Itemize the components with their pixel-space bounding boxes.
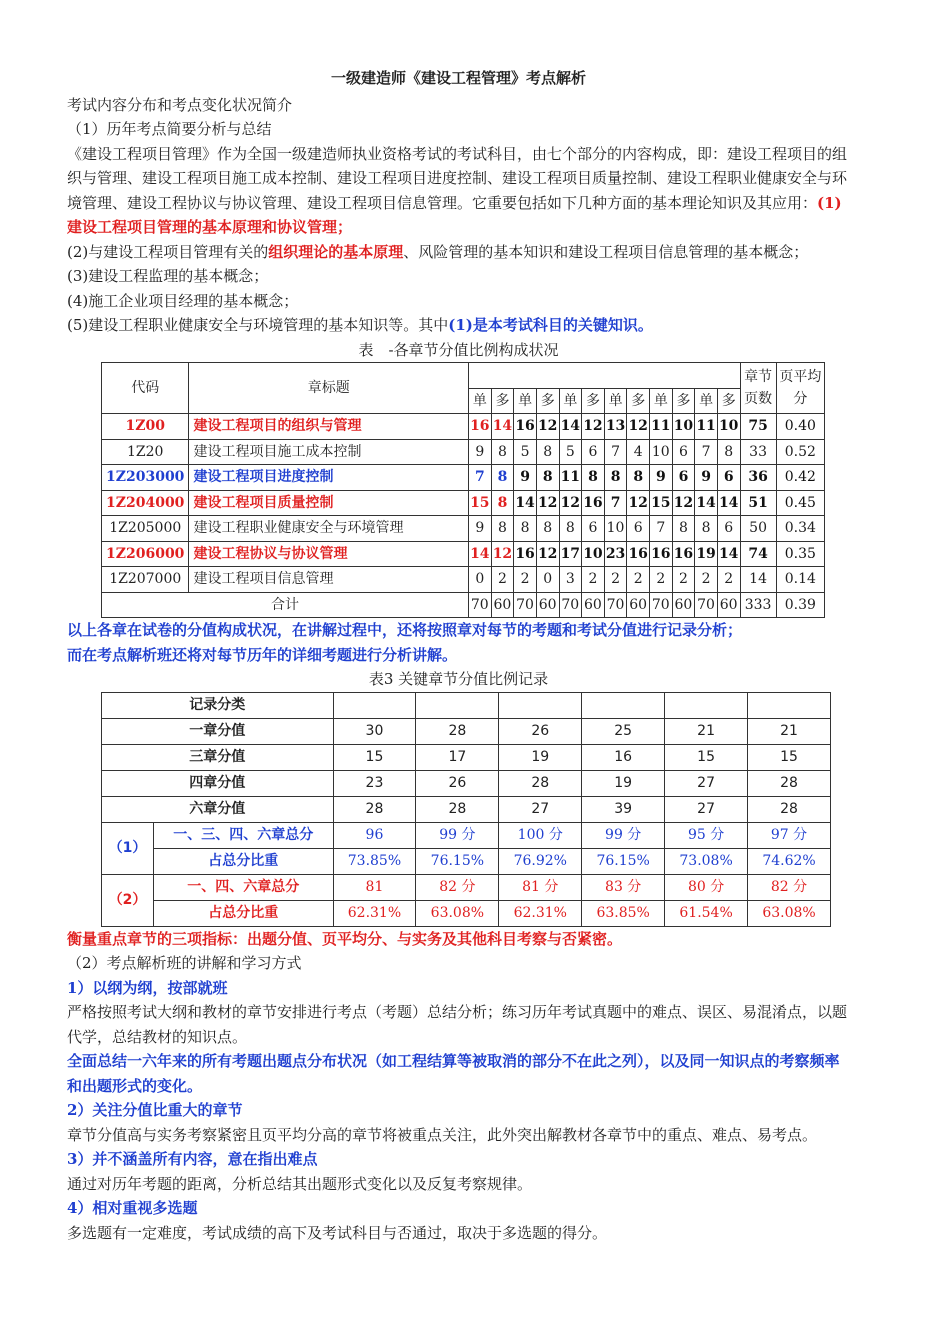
item-2-highlight: 组织理论的基本原理 — [268, 242, 404, 261]
table-row — [102, 567, 825, 593]
cell: 2 — [650, 567, 673, 593]
cell: 11 — [695, 414, 718, 440]
cell-avg: 0.35 — [776, 541, 824, 567]
cell: 14 — [717, 490, 740, 516]
section2-heading: （2）考点解析班的讲解和学习方式 — [67, 954, 302, 972]
table-row — [102, 414, 825, 440]
cell: 12 — [627, 414, 650, 440]
header-label: 记录分类 — [102, 692, 334, 718]
cell: 2 — [604, 567, 627, 593]
cell: 8 — [672, 516, 695, 542]
cell — [416, 692, 499, 718]
cell: 28 — [748, 770, 831, 796]
cell: 7 — [469, 465, 492, 491]
cell: 19 — [695, 541, 718, 567]
cell: 0 — [536, 567, 559, 593]
item-4: (4)施工企业项目经理的基本概念； — [67, 291, 299, 310]
cell: 12 — [672, 490, 695, 516]
row-code: 1Z207000 — [102, 567, 189, 593]
cell-pages: 333 — [740, 592, 776, 618]
header-multi: 多 — [582, 388, 605, 414]
cell: 14 — [469, 541, 492, 567]
cell: 16 — [650, 541, 673, 567]
cell: 99 分 — [582, 822, 665, 848]
paragraph-h1-highlight: 全面总结一六年来的所有考题出题点分布状况（如工程结算等被取消的部分不在此之列），以及同一知识点的考察频率和出题形式的变化。 — [67, 1052, 840, 1095]
cell-avg: 0.40 — [776, 414, 824, 440]
cell: 12 — [627, 490, 650, 516]
header-multi: 多 — [717, 388, 740, 414]
cell: 9 — [650, 465, 673, 491]
item-2 — [67, 240, 850, 265]
cell: 60 — [582, 592, 605, 618]
cell: 100 分 — [499, 822, 582, 848]
cell: 97 分 — [748, 822, 831, 848]
cell: 81 分 — [499, 874, 582, 900]
cell: 8 — [695, 516, 718, 542]
cell: 76.92% — [499, 848, 582, 874]
cell: 16 — [582, 490, 605, 516]
table-row — [102, 541, 825, 567]
heading-2: 2）关注分值比重大的章节 — [67, 1101, 243, 1119]
row-code: 1Z00 — [102, 414, 189, 440]
cell: 26 — [416, 770, 499, 796]
table-row — [102, 465, 825, 491]
cell: 0 — [469, 567, 492, 593]
cell: 12 — [559, 490, 582, 516]
item-5-highlight: (1)是本考试科目的关键知识。 — [448, 316, 653, 334]
key-chapter-table — [101, 692, 831, 927]
cell: 17 — [416, 744, 499, 770]
paragraph-h2: 章节分值高与实务考察紧密且页平均分高的章节将被重点关注，此外突出解教材各章节中的重点、难点、易考点。 — [67, 1125, 818, 1144]
table-row — [102, 718, 831, 744]
cell-avg: 0.14 — [776, 567, 824, 593]
cell: 10 — [650, 439, 673, 465]
cell: 83 分 — [582, 874, 665, 900]
group-tag: （2） — [102, 874, 154, 926]
heading-1: 1）以纲为纲，按部就班 — [67, 978, 228, 997]
cell: 15 — [650, 490, 673, 516]
cell: 76.15% — [582, 848, 665, 874]
cell: 73.08% — [665, 848, 748, 874]
cell: 6 — [627, 516, 650, 542]
paragraph-1-highlight: (1)建设工程项目管理的基本原理和协议管理； — [67, 193, 842, 236]
cell: 6 — [582, 516, 605, 542]
cell: 28 — [748, 796, 831, 822]
table-row — [102, 900, 831, 926]
header-single: 单 — [604, 388, 627, 414]
cell: 39 — [582, 796, 665, 822]
cell: 16 — [514, 414, 537, 440]
item-2-prefix: (2)与建设工程项目管理有关的 — [67, 242, 269, 261]
table-row — [102, 848, 831, 874]
cell: 4 — [627, 439, 650, 465]
cell-avg: 0.52 — [776, 439, 824, 465]
cell: 8 — [559, 516, 582, 542]
item-2-suffix: 、风险管理的基本知识和建设工程项目信息管理的基本概念； — [403, 242, 809, 261]
table1-caption: 表 -各章节分值比例构成状况 — [358, 340, 559, 359]
cell: 60 — [627, 592, 650, 618]
cell: 27 — [665, 770, 748, 796]
cell — [665, 692, 748, 718]
table-row — [102, 516, 825, 542]
note-1-line-1: 以上各章在试卷的分值构成状况，在讲解过程中，还将按照章对每节的考题和考试分值进行记录分析； — [67, 621, 743, 639]
row-label: 六章分值 — [102, 796, 334, 822]
table2-caption: 表3 关键章节分值比例记录 — [368, 670, 549, 688]
cell: 74.62% — [748, 848, 831, 874]
cell: 28 — [499, 770, 582, 796]
row-code: 1Z206000 — [102, 541, 189, 567]
cell: 61.54% — [665, 900, 748, 926]
cell: 8 — [491, 465, 514, 491]
cell-pages: 51 — [740, 490, 776, 516]
cell: 8 — [536, 439, 559, 465]
cell: 28 — [333, 796, 416, 822]
cell: 8 — [536, 465, 559, 491]
cell: 21 — [748, 718, 831, 744]
row-code: 1Z203000 — [102, 465, 189, 491]
row-code: 1Z20 — [102, 439, 189, 465]
cell: 16 — [672, 541, 695, 567]
item-3: (3)建设工程监理的基本概念； — [67, 267, 269, 285]
cell: 12 — [536, 414, 559, 440]
row-title: 建设工程项目信息管理 — [189, 567, 469, 593]
cell: 9 — [695, 465, 718, 491]
cell: 25 — [582, 718, 665, 744]
cell: 14 — [514, 490, 537, 516]
cell: 14 — [559, 414, 582, 440]
cell: 12 — [582, 414, 605, 440]
cell: 5 — [514, 439, 537, 465]
paragraph-h3: 通过对历年考题的距离，分析总结其出题形式变化以及反复考察规律。 — [67, 1174, 533, 1193]
table1-header-row — [102, 363, 825, 389]
header-multi: 多 — [536, 388, 559, 414]
heading-4: 4）相对重视多选题 — [67, 1199, 198, 1217]
cell: 6 — [717, 516, 740, 542]
row-title: 建设工程项目进度控制 — [189, 465, 469, 491]
cell: 19 — [499, 744, 582, 770]
table-row — [102, 822, 831, 848]
cell: 12 — [491, 541, 514, 567]
paragraph-1-text: 《建设工程项目管理》作为全国一级建造师执业资格考试的考试科目，由七个部分的内容构成，即：建设工程项目的组织与管理、建设工程项目施工成本控制、建设工程项目进度控制、建设工程项目质量控制、建设工程职业健康安全与环境管理、建设工程协议与协议管理、建设工程项目信息管理。它重要包括如下几种方面的基本理论知识及其应用： — [67, 144, 848, 212]
row-label: 占总分比重 — [153, 848, 333, 874]
cell: 5 — [559, 439, 582, 465]
cell: 63.85% — [582, 900, 665, 926]
cell: 28 — [416, 796, 499, 822]
row-code: 1Z204000 — [102, 490, 189, 516]
row-title: 建设工程项目的组织与管理 — [189, 414, 469, 440]
row-label: 一章分值 — [102, 718, 334, 744]
table-total-row — [102, 592, 825, 618]
cell: 8 — [491, 439, 514, 465]
cell-pages: 36 — [740, 465, 776, 491]
cell: 26 — [499, 718, 582, 744]
cell — [333, 692, 416, 718]
header-single: 单 — [469, 388, 492, 414]
note-2: 衡量重点章节的三项指标：出题分值、页平均分、与实务及其他科目考察与否紧密。 — [67, 929, 623, 948]
header-single: 单 — [650, 388, 673, 414]
cell: 60 — [717, 592, 740, 618]
header-single: 单 — [559, 388, 582, 414]
cell-pages: 75 — [740, 414, 776, 440]
cell-pages: 50 — [740, 516, 776, 542]
chapter-score-table — [101, 362, 825, 618]
cell: 12 — [536, 490, 559, 516]
cell: 8 — [491, 516, 514, 542]
header-multi: 多 — [491, 388, 514, 414]
cell: 10 — [604, 516, 627, 542]
cell: 96 — [333, 822, 416, 848]
cell: 3 — [559, 567, 582, 593]
cell: 8 — [491, 490, 514, 516]
cell: 10 — [582, 541, 605, 567]
cell: 27 — [665, 796, 748, 822]
heading-3: 3）并不涵盖所有内容，意在指出难点 — [67, 1150, 318, 1168]
header-years-blank — [469, 363, 741, 389]
cell: 2 — [672, 567, 695, 593]
cell: 2 — [695, 567, 718, 593]
cell: 15 — [469, 490, 492, 516]
row-title: 建设工程协议与协议管理 — [189, 541, 469, 567]
row-label: 一、三、四、六章总分 — [153, 822, 333, 848]
table2-header-row — [102, 692, 831, 718]
cell: 62.31% — [499, 900, 582, 926]
cell: 9 — [514, 465, 537, 491]
cell: 70 — [469, 592, 492, 618]
cell: 30 — [333, 718, 416, 744]
cell: 80 分 — [665, 874, 748, 900]
header-pages: 章节页数 — [740, 363, 776, 414]
cell: 76.15% — [416, 848, 499, 874]
cell: 9 — [469, 516, 492, 542]
cell: 70 — [650, 592, 673, 618]
header-code: 代码 — [102, 363, 189, 414]
cell: 70 — [514, 592, 537, 618]
header-single: 单 — [514, 388, 537, 414]
row-label: 四章分值 — [102, 770, 334, 796]
table-row — [102, 796, 831, 822]
cell: 12 — [536, 541, 559, 567]
cell: 19 — [582, 770, 665, 796]
cell: 28 — [416, 718, 499, 744]
cell-avg: 0.42 — [776, 465, 824, 491]
cell: 15 — [665, 744, 748, 770]
item-5 — [67, 313, 850, 338]
row-label: 占总分比重 — [153, 900, 333, 926]
paragraph-h4: 多选题有一定难度，考试成绩的高下及考试科目与否通过，取决于多选题的得分。 — [67, 1223, 608, 1242]
cell: 70 — [559, 592, 582, 618]
paragraph-1 — [67, 142, 850, 240]
cell: 2 — [627, 567, 650, 593]
cell: 81 — [333, 874, 416, 900]
cell: 8 — [627, 465, 650, 491]
cell: 95 分 — [665, 822, 748, 848]
row-label: 三章分值 — [102, 744, 334, 770]
cell-pages: 14 — [740, 567, 776, 593]
cell: 2 — [582, 567, 605, 593]
cell: 7 — [604, 490, 627, 516]
intro-heading: 考试内容分布和考点变化状况简介 — [67, 95, 293, 114]
table-row — [102, 874, 831, 900]
document-title: 一级建造师《建设工程管理》考点解析 — [330, 69, 586, 87]
group-tag: （1） — [102, 822, 154, 874]
note-1-line-2: 而在考点解析班还将对每节历年的详细考题进行分析讲解。 — [67, 645, 458, 664]
cell: 73.85% — [333, 848, 416, 874]
cell: 62.31% — [333, 900, 416, 926]
cell: 21 — [665, 718, 748, 744]
cell: 82 分 — [416, 874, 499, 900]
cell: 70 — [695, 592, 718, 618]
section1-heading: （1）历年考点简要分析与总结 — [67, 120, 272, 138]
cell: 60 — [672, 592, 695, 618]
cell: 10 — [672, 414, 695, 440]
header-title: 章标题 — [189, 363, 469, 414]
item-5-prefix: (5)建设工程职业健康安全与环境管理的基本知识等。其中 — [67, 316, 449, 334]
cell — [748, 692, 831, 718]
cell: 99 分 — [416, 822, 499, 848]
cell: 8 — [604, 465, 627, 491]
header-multi: 多 — [672, 388, 695, 414]
cell: 60 — [491, 592, 514, 618]
cell: 11 — [559, 465, 582, 491]
header-single: 单 — [695, 388, 718, 414]
cell: 16 — [469, 414, 492, 440]
table-row — [102, 439, 825, 465]
cell: 16 — [582, 744, 665, 770]
header-multi: 多 — [627, 388, 650, 414]
cell: 63.08% — [416, 900, 499, 926]
cell: 2 — [491, 567, 514, 593]
table-row — [102, 490, 825, 516]
cell: 6 — [717, 465, 740, 491]
cell: 8 — [582, 465, 605, 491]
cell: 10 — [717, 414, 740, 440]
total-label: 合计 — [102, 592, 469, 618]
cell: 27 — [499, 796, 582, 822]
cell-pages: 74 — [740, 541, 776, 567]
cell: 7 — [650, 516, 673, 542]
row-code: 1Z205000 — [102, 516, 189, 542]
cell: 82 分 — [748, 874, 831, 900]
cell-avg: 0.39 — [776, 592, 824, 618]
cell: 7 — [695, 439, 718, 465]
row-title: 建设工程职业健康安全与环境管理 — [189, 516, 469, 542]
cell: 15 — [333, 744, 416, 770]
cell — [582, 692, 665, 718]
table-row — [102, 744, 831, 770]
cell — [499, 692, 582, 718]
cell: 2 — [717, 567, 740, 593]
cell: 23 — [333, 770, 416, 796]
cell-avg: 0.34 — [776, 516, 824, 542]
cell: 17 — [559, 541, 582, 567]
cell: 14 — [491, 414, 514, 440]
cell: 16 — [627, 541, 650, 567]
cell: 23 — [604, 541, 627, 567]
cell: 8 — [536, 516, 559, 542]
cell: 8 — [717, 439, 740, 465]
cell: 2 — [514, 567, 537, 593]
cell: 6 — [672, 465, 695, 491]
cell: 14 — [717, 541, 740, 567]
row-label: 一、四、六章总分 — [153, 874, 333, 900]
cell: 13 — [604, 414, 627, 440]
header-avg: 页平均分 — [776, 363, 824, 414]
cell: 15 — [748, 744, 831, 770]
cell: 60 — [536, 592, 559, 618]
row-title: 建设工程项目质量控制 — [189, 490, 469, 516]
cell: 6 — [582, 439, 605, 465]
cell-avg: 0.45 — [776, 490, 824, 516]
cell: 7 — [604, 439, 627, 465]
cell: 63.08% — [748, 900, 831, 926]
cell: 6 — [672, 439, 695, 465]
row-title: 建设工程项目施工成本控制 — [189, 439, 469, 465]
cell: 16 — [514, 541, 537, 567]
cell: 11 — [650, 414, 673, 440]
cell: 9 — [469, 439, 492, 465]
cell: 70 — [604, 592, 627, 618]
cell: 14 — [695, 490, 718, 516]
paragraph-h1: 严格按照考试大纲和教材的章节安排进行考点（考题）总结分析；练习历年考试真题中的难点、误区、易混淆点，以题代学，总结教材的知识点。 — [67, 1003, 848, 1046]
table-row — [102, 770, 831, 796]
cell-pages: 33 — [740, 439, 776, 465]
cell: 8 — [514, 516, 537, 542]
